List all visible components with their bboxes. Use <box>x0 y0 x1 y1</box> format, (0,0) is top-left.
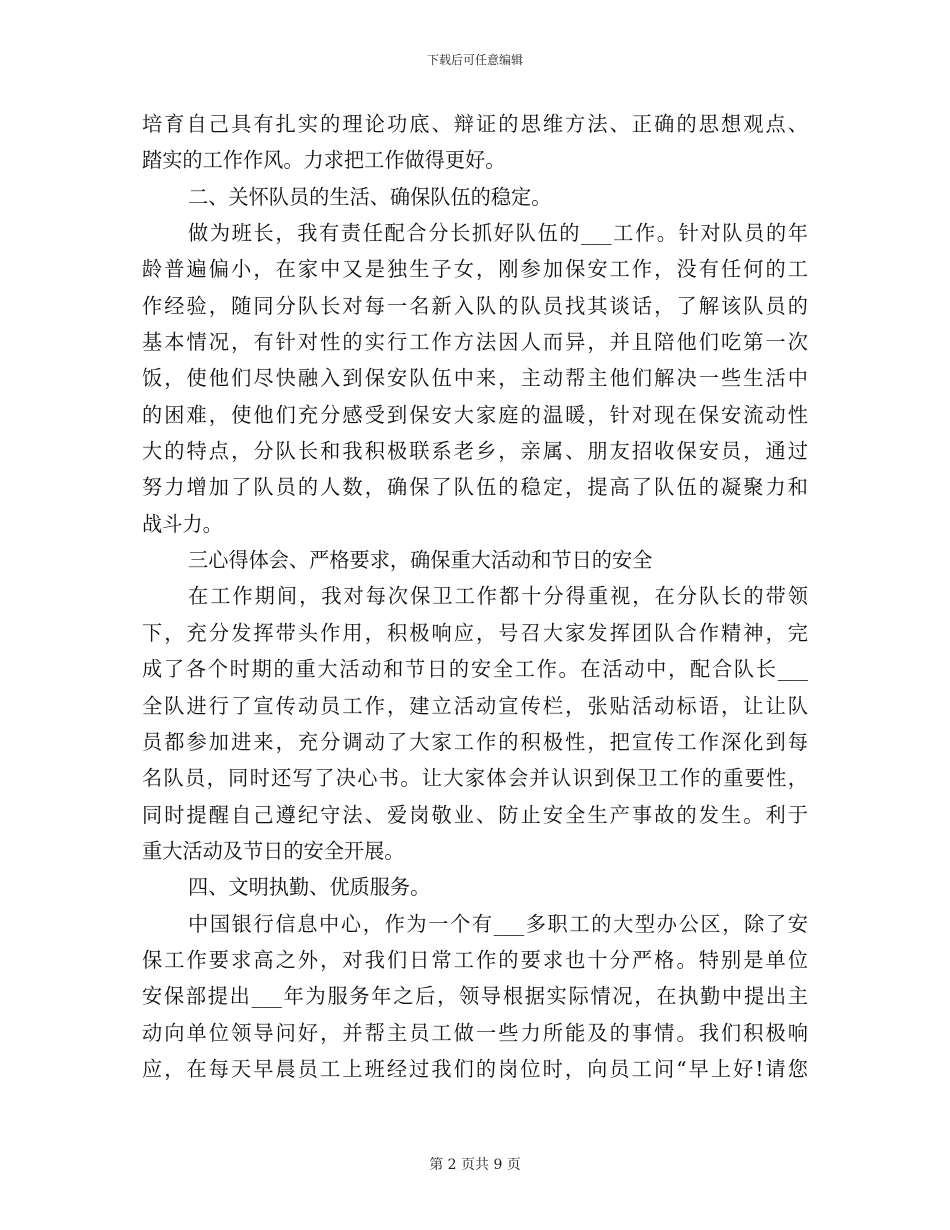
text-line: 全队进行了宣传动员工作，建立活动宣传栏，张贴活动标语，让让队 <box>142 693 808 718</box>
text-line: 应，在每天早晨员工上班经过我们的岗位时，向员工问“早上好!请您 <box>142 1056 808 1081</box>
text-line: 龄普遍偏小，在家中又是独生子女，刚参加保安工作，没有任何的工 <box>142 257 808 282</box>
text-line: 保工作要求高之外，对我们日常工作的要求也十分严格。特别是单位 <box>142 947 808 972</box>
text-line: 动向单位领导问好，并帮主员工做一些力所能及的事情。我们积极响 <box>142 1020 808 1045</box>
text-line: 员都参加进来，充分调动了大家工作的积极性，把宣传工作深化到每 <box>142 729 808 754</box>
text-line: 大的特点，分队长和我积极联系老乡，亲属、朋友招收保安员，通过 <box>142 439 808 464</box>
page-header: 下载后可任意编辑 <box>426 53 523 67</box>
text-line: 下，充分发挥带头作用，积极响应，号召大家发挥团队合作精神，完 <box>142 620 808 645</box>
text-line: 踏实的工作作风。力求把工作做得更好。 <box>142 148 506 173</box>
text-line: 同时提醒自己遵纪守法、爱岗敬业、防止安全生产事故的发生。利于 <box>142 802 808 827</box>
text-line: 做为班长，我有责任配合分长抓好队伍的___工作。针对队员的年 <box>188 221 808 246</box>
text-line: 中国银行信息中心，作为一个有___多职工的大型办公区，除了安 <box>188 911 808 936</box>
section-heading: 四、文明执勤、优质服务。 <box>188 875 431 900</box>
text-line: 作经验，随同分队长对每一名新入队的队员找其谈话，了解该队员的 <box>142 293 808 318</box>
text-line: 培育自己具有扎实的理论功底、辩证的思维方法、正确的思想观点、 <box>142 112 808 136</box>
text-line: 饭，使他们尽快融入到保安队伍中来，主动帮主他们解决一些生活中 <box>142 366 808 391</box>
text-line: 的困难，使他们充分感受到保安大家庭的温暖，针对现在保安流动性 <box>142 402 808 427</box>
text-line: 安保部提出___年为服务年之后，领导根据实际情况，在执勤中提出主 <box>142 984 808 1009</box>
text-line: 基本情况，有针对性的实行工作方法因人而异，并且陪他们吃第一次 <box>142 330 808 355</box>
text-line: 成了各个时期的重大活动和节日的安全工作。在活动中，配合队长___ <box>142 657 808 682</box>
document-body <box>142 106 808 1087</box>
text-line: 努力增加了队员的人数，确保了队伍的稳定，提高了队伍的凝聚力和 <box>142 475 808 500</box>
text-line: 重大活动及节日的安全开展。 <box>142 838 405 863</box>
page-number: 第 2 页共 9 页 <box>429 1157 521 1173</box>
text-line: 战斗力。 <box>142 511 223 536</box>
section-heading: 二、关怀队员的生活、确保队伍的稳定。 <box>188 184 552 209</box>
section-heading: 三心得体会、严格要求，确保重大活动和节日的安全 <box>188 548 653 573</box>
text-line: 在工作期间，我对每次保卫工作都十分得重视，在分队长的带领 <box>188 584 808 609</box>
text-line: 名队员，同时还写了决心书。让大家体会并认识到保卫工作的重要性， <box>142 766 808 791</box>
